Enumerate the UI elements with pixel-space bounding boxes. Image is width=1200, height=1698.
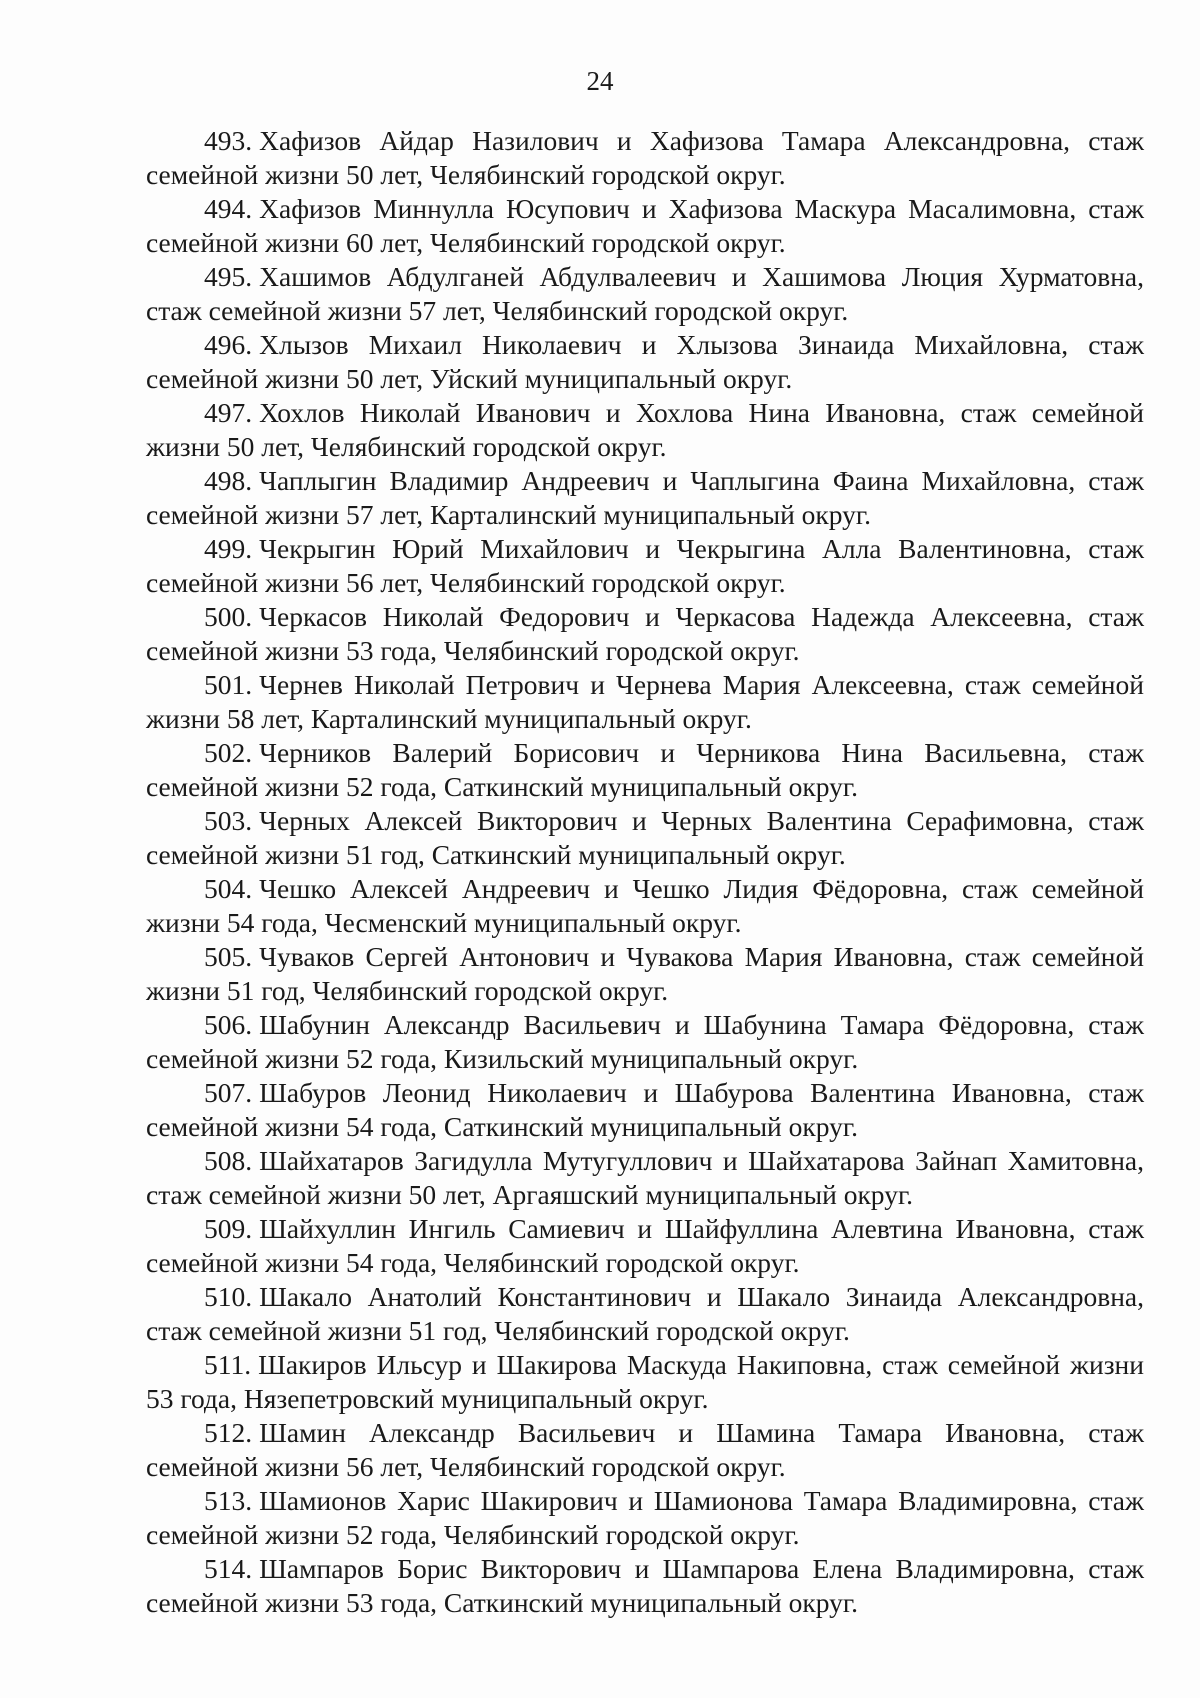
entry-text: Шайхуллин Ингиль Самиевич и Шайфуллина Алевтина Ивановна, стаж семейной жизни 54 года, Челябинский городской округ. (146, 1213, 1144, 1278)
entry-number: 510. (204, 1281, 253, 1312)
list-item (146, 1008, 1144, 1076)
list-item (146, 668, 1144, 736)
entry-number: 501. (204, 669, 253, 700)
list-item (146, 192, 1144, 260)
list-item (146, 1144, 1144, 1212)
entry-text: Хафизов Айдар Назилович и Хафизова Тамара Александровна, стаж семейной жизни 50 лет, Челябинский городской округ. (146, 125, 1144, 190)
entry-text: Чаплыгин Владимир Андреевич и Чаплыгина Фаина Михайловна, стаж семейной жизни 57 лет, Карталинский муниципальный округ. (146, 465, 1144, 530)
list-item (146, 1484, 1144, 1552)
list-item (146, 1212, 1144, 1280)
entry-number: 505. (204, 941, 253, 972)
entry-number: 494. (204, 193, 253, 224)
entry-number: 496. (204, 329, 253, 360)
entry-text: Черных Алексей Викторович и Черных Валентина Серафимовна, стаж семейной жизни 51 год, Саткинский муниципальный округ. (146, 805, 1144, 870)
entry-number: 513. (204, 1485, 253, 1516)
list-item (146, 328, 1144, 396)
entry-number: 508. (204, 1145, 253, 1176)
list-item (146, 464, 1144, 532)
entry-number: 502. (204, 737, 253, 768)
entry-number: 512. (204, 1417, 253, 1448)
entry-number: 499. (204, 533, 253, 564)
list-item (146, 1416, 1144, 1484)
entry-text: Черников Валерий Борисович и Черникова Нина Васильевна, стаж семейной жизни 52 года, Саткинский муниципальный округ. (146, 737, 1144, 802)
page-number: 24 (586, 66, 614, 96)
entry-number: 497. (204, 397, 253, 428)
list-item (146, 940, 1144, 1008)
entry-number: 506. (204, 1009, 253, 1040)
entry-text: Шамин Александр Васильевич и Шамина Тамара Ивановна, стаж семейной жизни 56 лет, Челябинский городской округ. (146, 1417, 1144, 1482)
entry-text: Шайхатаров Загидулла Мутугуллович и Шайхатарова Зайнап Хамитовна, стаж семейной жизни 50 лет, Аргаяшский муниципальный округ. (146, 1145, 1144, 1210)
entry-number: 514. (204, 1553, 253, 1584)
entry-number: 498. (204, 465, 253, 496)
entry-number: 507. (204, 1077, 253, 1108)
entry-text: Чекрыгин Юрий Михайлович и Чекрыгина Алла Валентиновна, стаж семейной жизни 56 лет, Челябинский городской округ. (146, 533, 1144, 598)
entry-text: Шакиров Ильсур и Шакирова Маскуда Накиповна, стаж семейной жизни 53 года, Нязепетровский муниципальный округ. (146, 1349, 1144, 1414)
entry-text: Чуваков Сергей Антонович и Чувакова Мария Ивановна, стаж семейной жизни 51 год, Челябинский городской округ. (146, 941, 1144, 1006)
entry-number: 509. (204, 1213, 253, 1244)
entry-list (146, 124, 1144, 1620)
entry-text: Шамионов Харис Шакирович и Шамионова Тамара Владимировна, стаж семейной жизни 52 года, Челябинский городской округ. (146, 1485, 1144, 1550)
list-item (146, 260, 1144, 328)
list-item (146, 600, 1144, 668)
entry-text: Шабуров Леонид Николаевич и Шабурова Валентина Ивановна, стаж семейной жизни 54 года, Саткинский муниципальный округ. (146, 1077, 1144, 1142)
list-item (146, 532, 1144, 600)
entry-text: Хашимов Абдулганей Абдулвалеевич и Хашимова Люция Хурматовна, стаж семейной жизни 57 лет, Челябинский городской округ. (146, 261, 1144, 326)
entry-number: 493. (204, 125, 253, 156)
entry-text: Шампаров Борис Викторович и Шампарова Елена Владимировна, стаж семейной жизни 53 года, Саткинский муниципальный округ. (146, 1553, 1144, 1618)
list-item (146, 872, 1144, 940)
entry-text: Чешко Алексей Андреевич и Чешко Лидия Фёдоровна, стаж семейной жизни 54 года, Чесменский муниципальный округ. (146, 873, 1144, 938)
entry-text: Шакало Анатолий Константинович и Шакало Зинаида Александровна, стаж семейной жизни 51 год, Челябинский городской округ. (146, 1281, 1144, 1346)
list-item (146, 124, 1144, 192)
entry-number: 503. (204, 805, 253, 836)
entry-text: Хлызов Михаил Николаевич и Хлызова Зинаида Михайловна, стаж семейной жизни 50 лет, Уйский муниципальный округ. (146, 329, 1144, 394)
entry-text: Чернев Николай Петрович и Чернева Мария Алексеевна, стаж семейной жизни 58 лет, Карталинский муниципальный округ. (146, 669, 1144, 734)
entry-number: 495. (204, 261, 253, 292)
entry-number: 504. (204, 873, 253, 904)
list-item (146, 1076, 1144, 1144)
list-item (146, 1280, 1144, 1348)
entry-text: Хохлов Николай Иванович и Хохлова Нина Ивановна, стаж семейной жизни 50 лет, Челябинский городской округ. (146, 397, 1144, 462)
list-item (146, 396, 1144, 464)
entry-number: 511. (204, 1349, 252, 1380)
list-item (146, 1348, 1144, 1416)
entry-number: 500. (204, 601, 253, 632)
list-item (146, 736, 1144, 804)
entry-text: Хафизов Миннулла Юсупович и Хафизова Маскура Масалимовна, стаж семейной жизни 60 лет, Челябинский городской округ. (146, 193, 1144, 258)
list-item (146, 1552, 1144, 1620)
list-item (146, 804, 1144, 872)
entry-text: Шабунин Александр Васильевич и Шабунина Тамара Фёдоровна, стаж семейной жизни 52 года, Кизильский муниципальный округ. (146, 1009, 1144, 1074)
entry-text: Черкасов Николай Федорович и Черкасова Надежда Алексеевна, стаж семейной жизни 53 года, Челябинский городской округ. (146, 601, 1144, 666)
